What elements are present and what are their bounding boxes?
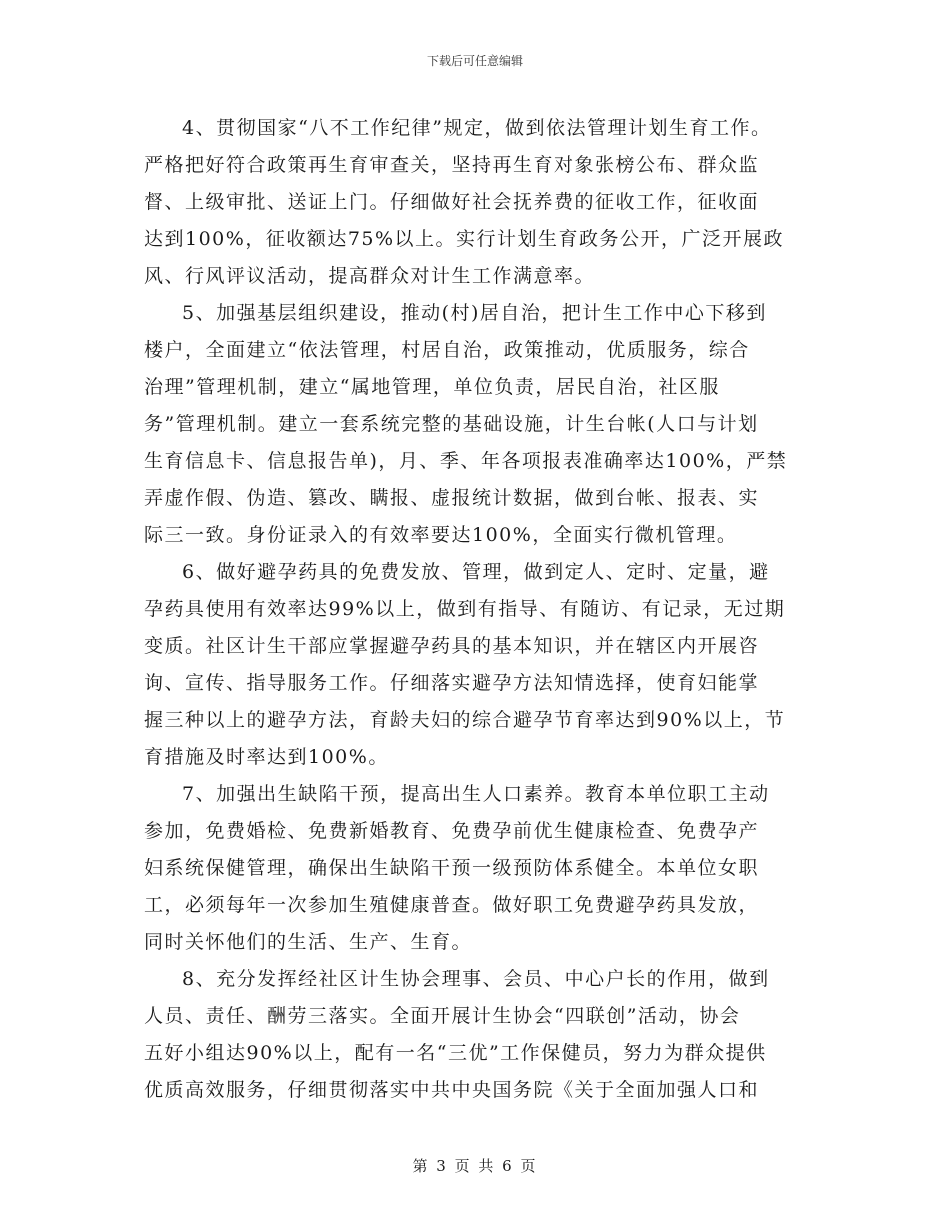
text-line: 弄虚作假、伪造、篡改、瞒报、虚报统计数据，做到台帐、报表、实 — [144, 487, 760, 509]
text-line: 5、加强基层组织建设，推动(村)居自治，把计生工作中心下移到 — [182, 302, 767, 324]
text-line: 4、贯彻国家“八不工作纪律”规定，做到依法管理计划生育工作。 — [182, 117, 772, 139]
text-line: 治理”管理机制，建立“属地管理，单位负责，居民自治，社区服 — [144, 376, 720, 398]
text-line: 生育信息卡、信息报告单)，月、季、年各项报表准确率达100%，严禁 — [144, 450, 788, 472]
text-line: 务”管理机制。建立一套系统完整的基础设施，计生台帐(人口与计划 — [144, 413, 759, 435]
text-line: 达到100%，征收额达75%以上。实行计划生育政务公开，广泛开展政 — [144, 228, 785, 250]
text-line: 询、宣传、指导服务工作。仔细落实避孕方法知情选择，使育妇能掌 — [144, 672, 760, 694]
text-line: 6、做好避孕药具的免费发放、管理，做到定人、定时、定量，避 — [182, 561, 770, 583]
header-note: 下载后可任意编辑 — [426, 54, 523, 68]
text-line: 育措施及时率达到100%。 — [144, 746, 389, 768]
document-body — [144, 110, 812, 1109]
text-line: 7、加强出生缺陷干预，提高出生人口素养。教育本单位职工主动 — [182, 783, 770, 805]
text-line: 8、充分发挥经社区计生协会理事、会员、中心户长的作用，做到 — [182, 968, 770, 990]
text-line: 孕药具使用有效率达99%以上，做到有指导、有随访、有记录，无过期 — [144, 598, 786, 620]
page-number: 第 3 页 共 6 页 — [412, 1157, 538, 1175]
text-line: 工，必须每年一次参加生殖健康普查。做好职工免费避孕药具发放， — [144, 894, 760, 916]
text-line: 风、行风评议活动，提高群众对计生工作满意率。 — [144, 265, 596, 287]
text-line: 参加，免费婚检、免费新婚教育、免费孕前优生健康检查、免费孕产 — [144, 820, 760, 842]
text-line: 督、上级审批、送证上门。仔细做好社会抚养费的征收工作，征收面 — [144, 191, 760, 213]
text-line: 变质。社区计生干部应掌握避孕药具的基本知识，并在辖区内开展咨 — [144, 635, 760, 657]
text-line: 楼户，全面建立“依法管理，村居自治，政策推动，优质服务，综合 — [144, 339, 750, 361]
text-line: 五好小组达90%以上，配有一名“三优”工作保健员，努力为群众提供 — [144, 1042, 767, 1064]
text-line: 妇系统保健管理，确保出生缺陷干预一级预防体系健全。本单位女职 — [144, 857, 760, 879]
text-line: 际三一致。身份证录入的有效率要达100%，全面实行微机管理。 — [144, 524, 738, 546]
text-line: 握三种以上的避孕方法，育龄夫妇的综合避孕节育率达到90%以上，节 — [144, 709, 786, 731]
text-line: 人员、责任、酬劳三落实。全面开展计生协会“四联创”活动，协会 — [144, 1005, 741, 1027]
text-line: 严格把好符合政策再生育审查关，坚持再生育对象张榜公布、群众监 — [144, 154, 760, 176]
text-line: 同时关怀他们的生活、生产、生育。 — [144, 931, 473, 953]
text-line: 优质高效服务，仔细贯彻落实中共中央国务院《关于全面加强人口和 — [144, 1079, 760, 1101]
